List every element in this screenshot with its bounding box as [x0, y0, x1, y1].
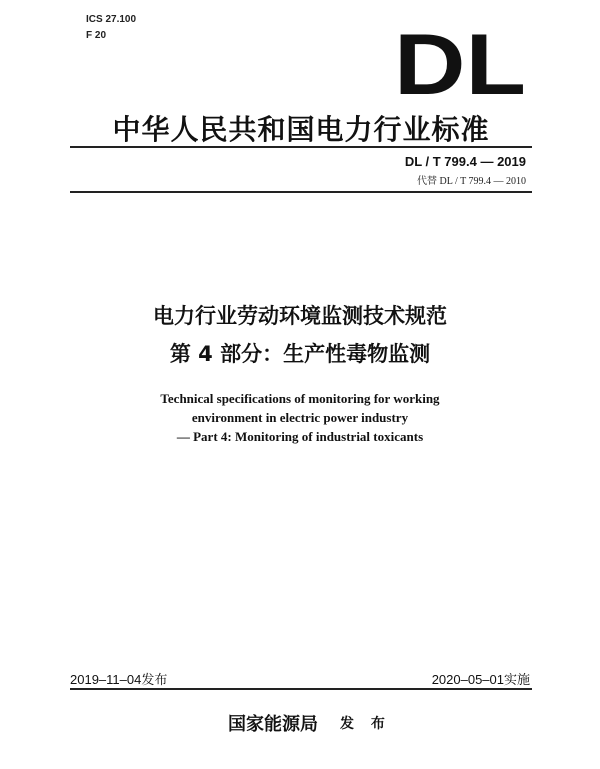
chinese-title-line-2: 第 4 部分：生产性毒物监测 — [169, 342, 431, 366]
implementation-date: 2020–05–01实施 — [431, 672, 530, 687]
divider-top — [70, 146, 532, 148]
chinese-title-line-1: 电力行业劳动环境监测技术规范 — [153, 304, 447, 328]
issue-date: 2019–11–04发布 — [70, 672, 168, 687]
english-title-line-1: Technical specifications of monitoring for working — [160, 391, 440, 406]
publisher-name: 国家能源局 — [228, 714, 318, 735]
english-title-line-2: environment in electric power industry — [191, 410, 409, 425]
english-title-line-3: — Part 4: Monitoring of industrial toxicants — [176, 429, 424, 444]
divider-bottom — [70, 688, 532, 690]
ccs-code: F 20 — [86, 30, 107, 41]
dl-logo-text: DL — [394, 30, 526, 100]
divider-under-code — [70, 191, 532, 193]
ics-code: ICS 27.100 — [86, 14, 137, 25]
publish-label: 发 布 — [340, 716, 391, 732]
replaces-code: 代替 DL / T 799.4 — 2010 — [417, 176, 526, 187]
dl-logo — [392, 30, 528, 100]
standard-type-title: 中华人民共和国电力行业标准 — [112, 113, 490, 146]
standard-code: DL / T 799.4 — 2019 — [404, 154, 526, 169]
